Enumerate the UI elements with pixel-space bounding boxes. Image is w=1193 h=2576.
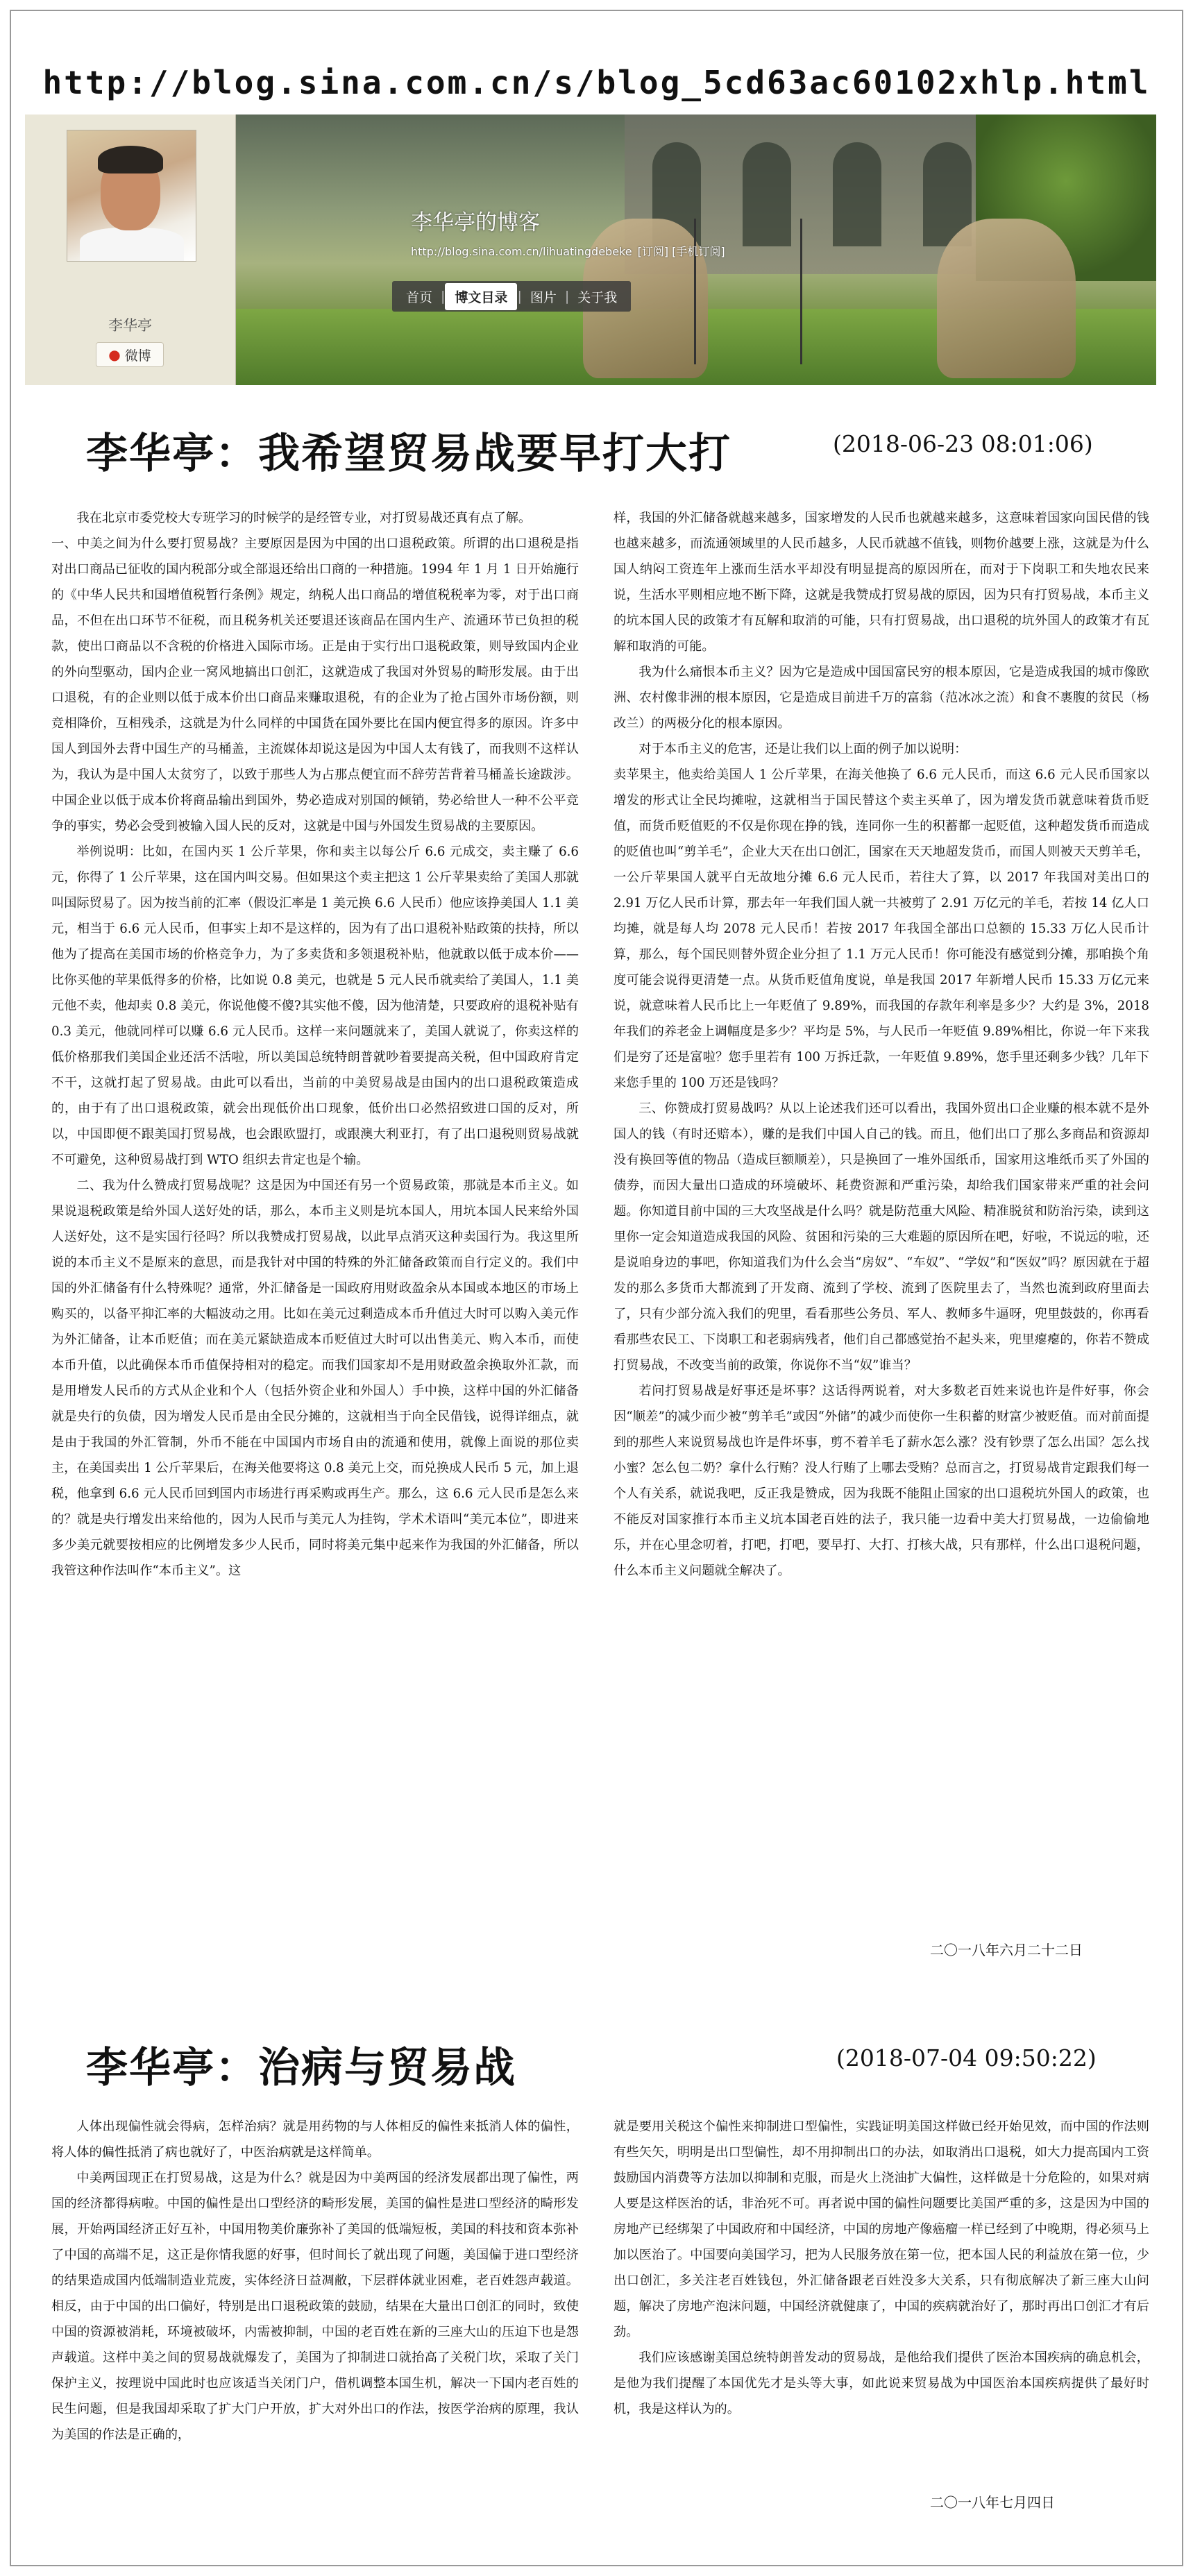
paragraph: 就是要用关税这个偏性来抑制进口型偏性，实践证明美国这样做已经开始见效，而中国的作法则有些矢矢，明明是出口型偏性，却不用抑制出口的办法，如取消出口退税，如大力提高国内工资鼓励国内消费等方法加以抑制和克服，而是火上浇油扩大偏性，这样做是十分危险的，如果对病人要是这样医治的话，非治死不可。再者说中国的偏性问题要比美国严重的多，这是因为中国的房地产已经绑架了中国政府和中国经济，中国的房地产像癌瘤一样已经到了中晚期，得必须马上加以医治了。中国要向美国学习，把为人民服务放在第一位，把本国人民的利益放在第一位，少出口创汇，多关注老百姓钱包，外汇储备跟老百姓没多大关系，只有彻底解决了新三座大山问题，解决了房地产泡沫问题，中国经济就健康了，中国的疾病就治好了，那时再出口创汇才有后劲。 — [614, 2119, 1149, 2339]
paragraph: 一、中美之间为什么要打贸易战？主要原因是因为中国的出口退税政策。所谓的出口退税是指对出口商品已征收的国内税部分或全部退还给出口商的一种措施。1994 年 1 月 1 日开始施行的《中华人民共和国增值税暂行条例》规定，纳税人出口商品的增值税税率为零，对于出口商品，不但在出口环节不征税，而且税务机关还要退还该商品在国内生产、流通环节已负担的税款，使出口商品以不含税的价格进入国际市场。正是由于实行出口退税政策，则导致国内企业的外向型驱动，国内企业一窝风地搞出口创汇，这就造成了我国对外贸易的畸形发展。由于出口退税，有的企业则以低于成本价出口商品来赚取退税，有的企业为了抢占国外市场份额，则竞相降价，互相残杀，这就是为什么同样的中国货在国外要比在国内便宜得多的原因。许多中国人到国外去背中国生产的马桶盖，主流媒体却说这是因为中国人太有钱了，而我则不这样认为，我认为是中国人太贫穷了，以致于那些人为占那点便宜而不辞劳苦背着马桶盖长途跋涉。中国企业以低于成本价将商品输出到国外，势必造成对别国的倾销，势必给世人一种不公平竞争的事实，势必会受到被输入国人民的反对，这就是中国与外国发生贸易战的主要原因。 — [51, 536, 579, 833]
article2-date: (2018-07-04 09:50:22) — [836, 2044, 1097, 2071]
blog-url-line — [411, 243, 725, 259]
weibo-button[interactable] — [96, 342, 164, 367]
avatar-shirt — [80, 228, 184, 261]
article2-right-column — [614, 2114, 1149, 2422]
article1-title: 李华亭：我希望贸易战要早打大打 — [86, 430, 731, 478]
weibo-label: 微博 — [124, 348, 151, 364]
article2-title: 李华亭：治病与贸易战 — [86, 2044, 516, 2092]
paragraph: 我为什么痛恨本币主义？因为它是造成中国国富民穷的根本原因，它是造成我国的城市像欧洲、农村像非洲的根本原因，它是造成目前进千万的富翁（范冰冰之流）和食不裹腹的贫民（杨改兰）的两极分化的根本原因。 — [614, 665, 1149, 731]
article1-signoff: 二〇一八年六月二十二日 — [930, 1942, 1083, 1958]
paragraph: 我们应该感谢美国总统特朗普发动的贸易战，是他给我们提供了医治本国疾病的确息机会，是他为我们提醒了本国优先才是头等大事，如此说来贸易战为中国医治本国疾病提供了最好时机，我是这样认为的。 — [614, 2350, 1149, 2416]
nav-home[interactable]: 首页 — [406, 289, 433, 305]
blog-banner — [25, 115, 1156, 385]
paragraph: 样，我国的外汇储备就越来越多，国家增发的人民币也就越来越多，这意味着国家向国民借的钱也越来越多，而流通领域里的人民币越多，人民币就越不值钱，则物价越要上涨，这就是为什么国人纳闷工资连年上涨而生活水平却没有明显提高的原因所在，而对于下岗职工和失地农民来说，生活水平则相应地不断下降，这就是我赞成打贸易战的原因，因为只有打贸易战，本币主义的坑本国人民的政策才有瓦解和取消的可能，只有打贸易战，出口退税的坑外国人的政策才有瓦解和取消的可能。 — [614, 511, 1149, 654]
article2-left-column — [51, 2114, 579, 2448]
paragraph: 二、我为什么赞成打贸易战呢？这是因为中国还有另一个贸易政策，那就是本币主义。如果说退税政策是给外国人送好处的话，那么，本币主义则是坑本国人，用坑本国人民来给外国人送好处，这不是实国行径吗？所以我赞成打贸易战，以此早点消灭这种卖国行为。我这里所说的本币主义不是原来的意思，而是我针对中国的特殊的外汇储备政策而自行定义的。我们中国的外汇储备有什么特殊呢？通常，外汇储备是一国政府用财政盈余从本国或本地区的市场上购买的，以备平抑汇率的大幅波动之用。比如在美元过剩造成本币升值过大时可以购入美元作为外汇储备，让本币贬值；而在美元紧缺造成本币贬值过大时可以出售美元、购入本币，而使本币升值，以此确保本币币值保持相对的稳定。而我们国家却不是用财政盈余换取外汇款，而是用增发人民币的方式从企业和个人（包括外资企业和外国人）手中换，这样中国的外汇储备就是央行的负债，因为增发人民币是由全民分摊的，这就相当于向全民借钱，说得详细点，就是由于我国的外汇管制，外币不能在中国国内市场自由的流通和使用，就像上面说的那位卖主，在美国卖出 1 公斤苹果后，在海关他要将这 0.8 美元上交，而兑换成人民币 5 元，加上退税，他拿到 6.6 元人民币回到国内市场进行再采购或再生产。那么，这 6.6 元人民币是怎么来的？就是央行增发出来给他的，因为人民币与美元人为挂钩，学术术语叫“美元本位”，即进来多少美元就要按相应的比例增发多少人民币，同时将美元集中起来作为我国的外汇储备，所以我管这种作法叫作“本币主义”。这 — [51, 1178, 579, 1578]
avatar[interactable] — [67, 130, 196, 262]
article1-left-column — [51, 505, 579, 1584]
paragraph: 人体出现偏性就会得病，怎样治病？就是用药物的与人体相反的偏性来抵消人体的偏性，将人体的偏性抵消了病也就好了，中医治病就是这样简单。 — [51, 2119, 579, 2160]
paragraph: 我在北京市委党校大专班学习的时候学的是经管专业，对打贸易战还真有点了解。 — [76, 511, 532, 525]
nav-article-list[interactable]: 博文目录 — [445, 283, 517, 310]
article1-right-column — [614, 505, 1149, 1584]
paragraph: 中美两国现正在打贸易战，这是为什么？就是因为中美两国的经济发展都出现了偏性，两国的经济都得病啦。中国的偏性是出口型经济的畸形发展，美国的偏性是进口型经济的畸形发展，开始两国经济正好互补，中国用物美价廉弥补了美国的低端短板，美国的科技和资本弥补了中国的高端不足，这正是你情我愿的好事，但时间长了就出现了问题，美国偏于进口型经济的结果造成国内低端制造业荒废，实体经济日益凋敝，下层群体就业困难，老百姓怨声载道。相反，由于中国的出口偏好，特别是出口退税政策的鼓励，结果在大量出口创汇的同时，致使中国的资源被消耗，环境被破坏，内需被抑制，中国的老百姓在新的三座大山的压迫下也是怨声载道。这样中美之间的贸易战就爆发了，美国为了抑制进口就抬高了关税门坎，采取了关门保护主义，按理说中国此时也应该适当关闭门户，借机调整本国生机，解决一下国内老百姓的民生问题，但是我国却采取了扩大门户开放，扩大对外出口的作法，按医学治病的原理，我认为美国的作法是正确的， — [51, 2171, 579, 2442]
blog-nav: 首页 | 博文目录 | 图片 | 关于我 — [392, 281, 631, 312]
paragraph: 对于本币主义的危害，还是让我们以上面的例子加以说明： — [638, 742, 967, 756]
banner-illustration — [236, 115, 1156, 385]
profile-panel — [25, 115, 236, 385]
avatar-hair — [98, 146, 163, 173]
paragraph: 卖苹果主，他卖给美国人 1 公斤苹果，在海关他换了 6.6 元人民币，而这 6.6 元人民币国家以增发的形式让全民均摊啦，这就相当于国民替这个卖主买单了，因为增发货币就意味着货币贬值，而货币贬值贬的不仅是你现在挣的钱，连同你一生的积蓄都一起贬值，这种超发货币而造成的贬值也叫“剪羊毛”，企业大天在出口创汇，国家在天天地超发货币，而国人则被天天剪羊毛，一公斤苹果国人就平白无故地分摊 6.6 元人民币，若往大了算，以 2017 年我国对美出口的 2.91 万亿人民币计算，那去年一年我们国人就一共被剪了 2.91 万亿元的羊毛，若按 14 亿人口均摊，就是每人均 2078 元人民币！若按 2017 年我国全部出口总额的 15.33 万亿人民币计算，那么，每个国民则替外贸企业分担了 1.1 万元人民币！你可能没有感觉到分摊，那咱换个角度可能会说得更清楚一点。从货币贬值角度说，单是我国 2017 年新增人民币 15.33 万亿元来说，就意味着人民币比上一年贬值了 9.89%，而我国的存款年利率是多少？大约是 3%，2018 年我们的养老金上调幅度是多少？平均是 5%，与人民币一年贬值 9.89%相比，你说一年下来我们是穷了还是富啦？您手里若有 100 万拆迁款，一年贬值 9.89%，您手里还剩多少钱？几年下来您手里的 100 万还是钱吗？ — [614, 768, 1149, 1090]
article2-signoff: 二〇一八年七月四日 — [930, 2494, 1055, 2511]
weibo-icon: ● — [108, 346, 121, 363]
subscribe-links[interactable]: [订阅] [手机订阅] — [637, 245, 725, 258]
nav-images[interactable]: 图片 — [530, 289, 557, 305]
page-url[interactable]: http://blog.sina.com.cn/s/blog_5cd63ac60102xhlp.html — [42, 64, 1151, 101]
paragraph: 三、你赞成打贸易战吗？从以上论述我们还可以看出，我国外贸出口企业赚的根本就不是外国人的钱（有时还赔本），赚的是我们中国人自己的钱。而且，他们出口了那么多商品和资源却没有换回等值的物品（造成巨额顺差），只是换回了一堆外国纸币，国家用这堆纸币买了外国的债券，而因大量出口造成的环境破坏、耗费资源和严重污染，却给我们国家带来严重的社会问题。你知道目前中国的三大攻坚战是什么吗？就是防范重大风险、精准脱贫和防治污染，读到这里你一定会知道造成我国的风险、贫困和污染的三大难题的原因所在吧，好啦，不说远的啦，还是说咱身边的事吧，你知道我们为什么会当“房奴”、“车奴”、“学奴”和“医奴”吗？原因就在于超发的那么多货币大都流到了开发商、流到了学校、流到了医院里去了，当然也流到政府里面去了，只有少部分流入我们的兜里，看看那些公务员、军人、教师多牛逼呀，兜里鼓鼓的，你再看看那些农民工、下岗职工和老弱病残者，他们自己都感觉抬不起头来，兜里瘪瘪的，你若不赞成打贸易战，不改变当前的政策，你说你不当“奴”谁当？ — [614, 1101, 1149, 1373]
profile-name[interactable]: 李华亭 — [108, 317, 152, 334]
nav-about[interactable]: 关于我 — [577, 289, 618, 305]
paragraph: 若问打贸易战是好事还是坏事？这话得两说着，对大多数老百姓来说也许是件好事，你会因“顺差”的减少而少被“剪羊毛”或因“外储”的减少而使你一生积蓄的财富少被贬值。而对前面提到的那些人来说贸易战也许是件坏事，剪不着羊毛了薪水怎么涨？没有钞票了怎么出国？怎么找小蜜？怎么包二奶？拿什么行贿？没人行贿了上哪去受贿？总而言之，打贸易战肯定跟我们每一个人有关系，就说我吧，反正我是赞成，因为我既不能阻止国家的出口退税坑外国人的政策，也不能反对国家推行本币主义坑本国老百姓的法子，我只能一边看中美大打贸易战，一边偷偷地乐，并在心里念叨着，打吧，打吧，要早打、大打、打核大战，只有那样，什么出口退税问题，什么本币主义问题就全解决了。 — [614, 1384, 1149, 1578]
blog-title[interactable]: 李华亭的博客 — [411, 210, 540, 235]
article1-date: (2018-06-23 08:01:06) — [833, 430, 1093, 457]
banner-swing — [694, 219, 802, 364]
banner-robot-right — [937, 219, 1076, 378]
blog-url[interactable]: http://blog.sina.com.cn/lihuatingdebeke — [411, 245, 632, 258]
paragraph: 举例说明：比如，在国内买 1 公斤苹果，你和卖主以每公斤 6.6 元成交，卖主赚了 6.6 元，你得了 1 公斤苹果，这在国内叫交易。但如果这个卖主把这 1 公斤苹果卖给了美国人那就叫国际贸易了。因为按当前的汇率（假设汇率是 1 美元换 6.6 人民币）他应该挣美国人 1.1 美元，相当于 6.6 元人民币，但事实上却不是这样的，因为有了出口退税补贴政策的扶持，所以他为了提高在美国市场的价格竞争力，为了多卖货和多领退税补贴，他就敢以低于成本价——比你买他的苹果低得多的价格，比如说 0.8 美元，也就是 5 元人民币就卖给了美国人，1.1 美元他不卖，他却卖 0.8 美元，你说他傻不傻?其实他不傻，因为他清楚，只要政府的退税补贴有 0.3 美元，他就同样可以赚 6.6 元人民币。这样一来问题就来了，美国人就说了，你卖这样的低价格那我们美国企业还活不活啦，所以美国总统特朗普就吵着要提高关税，但中国政府肯定不干，这就打起了贸易战。由此可以看出，当前的中美贸易战是由国内的出口退税政策造成的，由于有了出口退税政策，就会出现低价出口现象，低价出口必然招致进口国的反对，所以，中国即便不跟美国打贸易战，也会跟欧盟打，或跟澳大利亚打，有了出口退税则贸易战就不可避免，这种贸易战打到 WTO 组织去肯定也是个输。 — [51, 845, 579, 1167]
